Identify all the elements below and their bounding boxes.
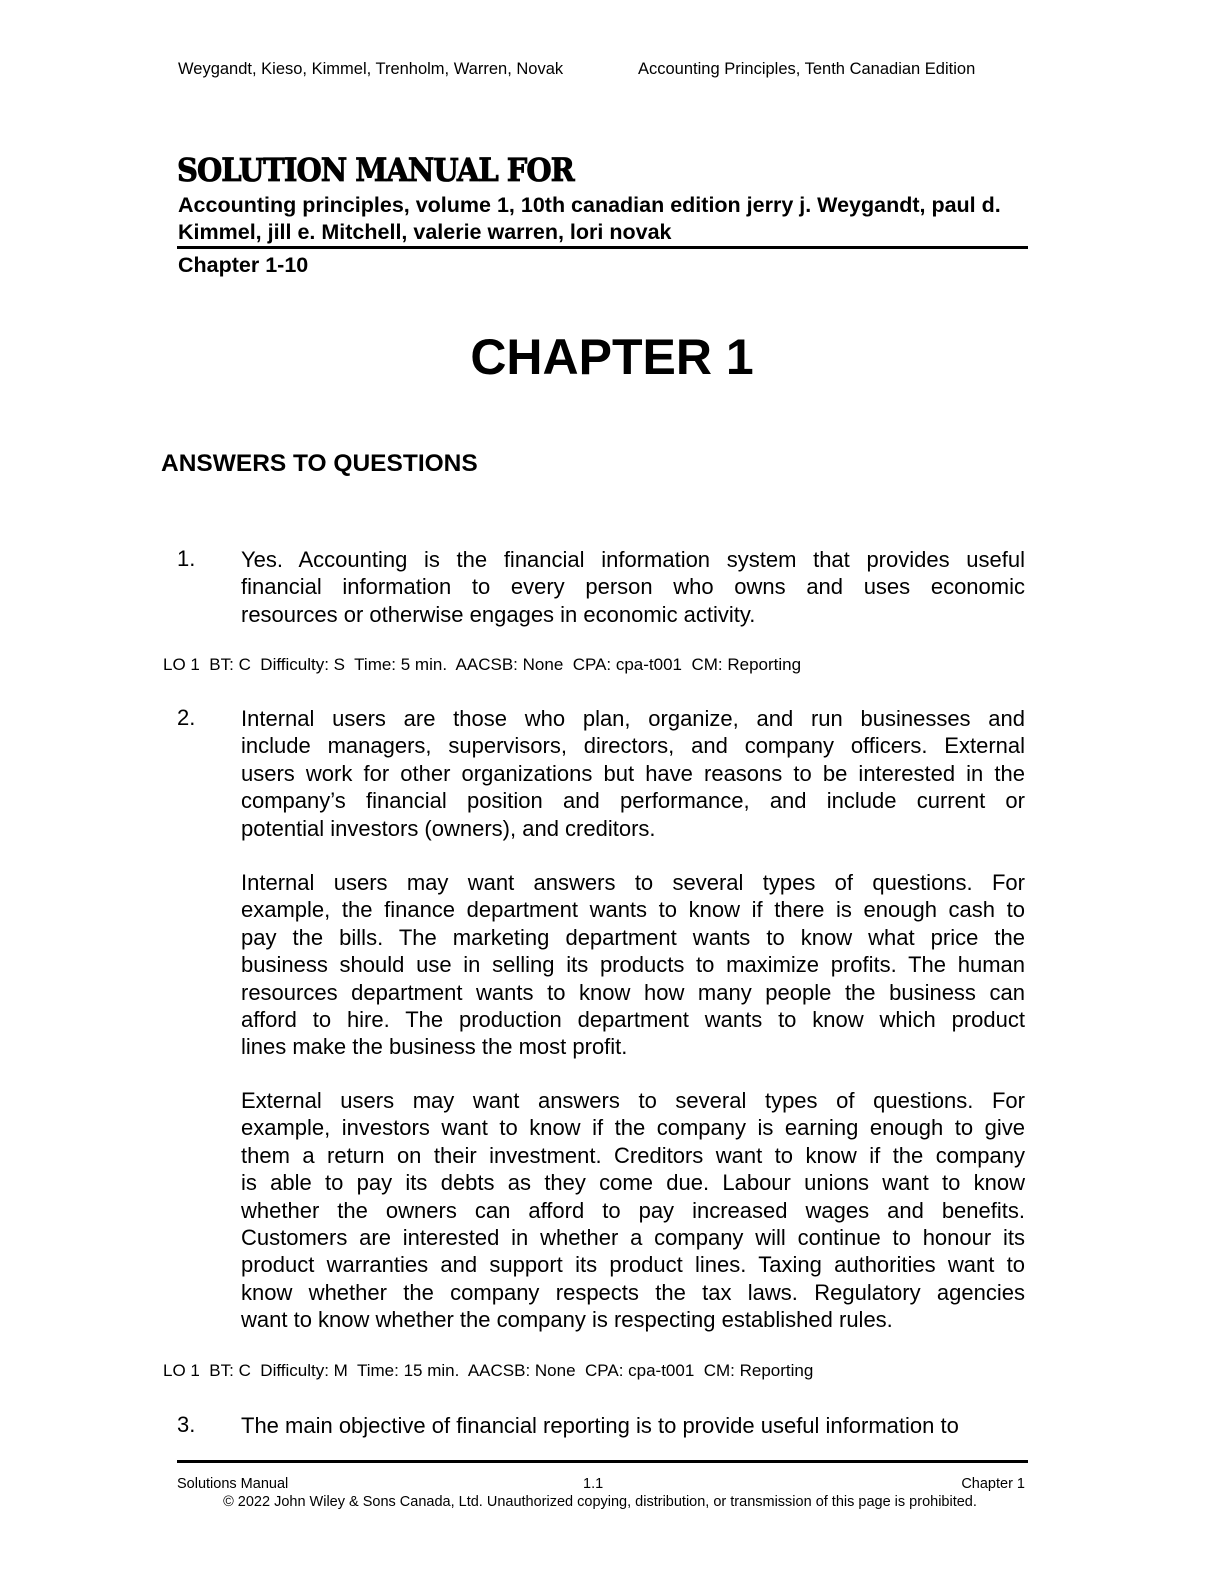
footer-left: Solutions Manual (177, 1476, 289, 1492)
book-subtitle: Accounting principles, volume 1, 10th canadian edition jerry j. Weygandt, paul d. Kimmel, jill e. Mitchell, valerie warren, lori novak (178, 193, 1001, 244)
answer-paragraph (241, 546, 1025, 628)
text-line: Yes. Accounting is the financial information system that provides useful (241, 547, 1025, 572)
solution-manual-heading: SOLUTION MANUAL FOR (177, 152, 574, 189)
text-line: potential investors (owners), and creditors. (241, 815, 656, 841)
title-rule (177, 246, 1028, 249)
text-line: include managers, supervisors, directors, and company officers. External (241, 733, 1025, 759)
text-line: business should use in selling its products to maximize profits. The human (241, 952, 1025, 978)
text-line: pay the bills. The marketing department wants to know what price the (241, 924, 1025, 950)
text-line: Customers are interested in whether a company will continue to honour its (241, 1225, 1025, 1251)
text-line: is able to pay its debts as they come due. Labour unions want to know (241, 1170, 1025, 1196)
text-line: resources or otherwise engages in economic activity. (241, 601, 756, 627)
running-header-book: Accounting Principles, Tenth Canadian Edition (638, 60, 976, 78)
text-line: know whether the company respects the tax laws. Regulatory agencies (241, 1279, 1025, 1305)
text-line: resources department wants to know how many people the business can (241, 979, 1025, 1005)
chapter-range: Chapter 1-10 (178, 253, 309, 277)
text-line: whether the owners can afford to pay increased wages and benefits. (241, 1197, 1025, 1223)
text-line: lines make the business the most profit. (241, 1034, 628, 1060)
learning-objective-tag: LO 1 BT: C Difficulty: S Time: 5 min. AACSB: None CPA: cpa-t001 CM: Reporting (163, 655, 802, 674)
footer-rule (177, 1460, 1028, 1463)
text-line: Internal users may want answers to several types of questions. For (241, 870, 1025, 895)
answer-number: 3. (177, 1412, 196, 1437)
section-title: ANSWERS TO QUESTIONS (161, 450, 478, 477)
answer-paragraph (241, 1412, 1025, 1439)
answer-number: 2. (177, 705, 196, 730)
text-line: company’s financial position and performance, and include current or (241, 788, 1025, 814)
answer-number: 1. (177, 546, 196, 571)
answer-paragraph (241, 705, 1025, 842)
learning-objective-tag: LO 1 BT: C Difficulty: M Time: 15 min. AACSB: None CPA: cpa-t001 CM: Reporting (163, 1361, 814, 1380)
text-line: them a return on their investment. Creditors want to know if the company (241, 1142, 1025, 1168)
text-line: afford to hire. The production department wants to know which product (241, 1007, 1025, 1033)
footer-right: Chapter 1 (961, 1476, 1025, 1492)
text-line: example, investors want to know if the company is earning enough to give (241, 1115, 1025, 1141)
text-line: product warranties and support its product lines. Taxing authorities want to (241, 1252, 1025, 1278)
text-line: Internal users are those who plan, organize, and run businesses and (241, 706, 1025, 731)
text-line: The main objective of financial reporting is to provide useful information to (241, 1413, 959, 1438)
copyright-notice: © 2022 John Wiley & Sons Canada, Ltd. Unauthorized copying, distribution, or transmission of this page is prohibited. (223, 1494, 977, 1510)
text-line: External users may want answers to several types of questions. For (241, 1088, 1025, 1113)
text-line: users work for other organizations but have reasons to be interested in the (241, 760, 1025, 786)
footer-page-number: 1.1 (583, 1476, 604, 1492)
running-header-authors: Weygandt, Kieso, Kimmel, Trenholm, Warren, Novak (178, 60, 564, 78)
text-line: want to know whether the company is respecting established rules. (241, 1307, 893, 1333)
chapter-title: CHAPTER 1 (470, 329, 754, 385)
answer-paragraph (241, 869, 1025, 1061)
answer-paragraph (241, 1087, 1025, 1334)
text-line: example, the finance department wants to know if there is enough cash to (241, 897, 1025, 923)
text-line: financial information to every person who owns and uses economic (241, 574, 1025, 600)
